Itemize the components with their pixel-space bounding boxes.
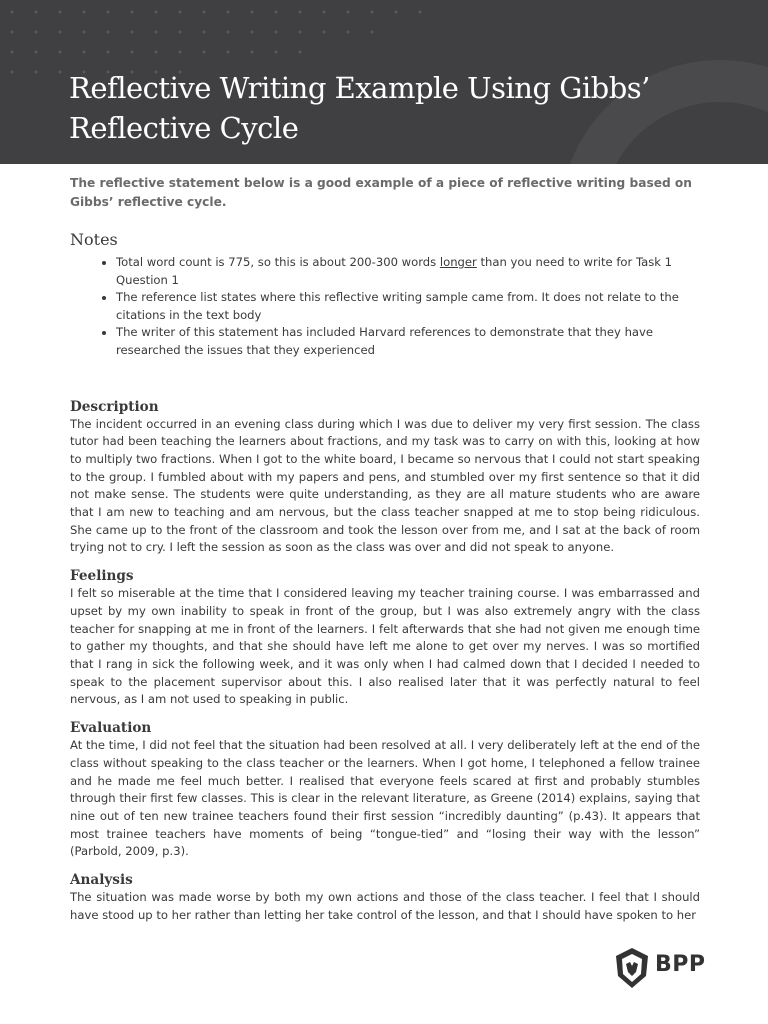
bpp-lion-logo-icon <box>612 946 652 990</box>
section-body-feelings: I felt so miserable at the time that I considered leaving my teacher training course. I was embarrassed and upset by my own inability to speak in front of the group, but I was also extremely angry with the class teacher for snapping at me in front of the learners. I felt afterwards that she had not given me enough time to gather my thoughts, and that she should have left me alone to get over my nerves. I was so mortified that I rang in sick the following week, and it was only when I had calmed down that I decided I needed to speak to the placement supervisor about this. I also realised later that it was perfectly natural to feel nervous, as I am not used to speaking in public. <box>70 586 700 707</box>
section-heading-analysis: Analysis <box>70 872 133 889</box>
notes-item-3: • The writer of this statement has included Harvard references to demonstrate that they have researched the issues that they experienced <box>116 324 700 359</box>
page-title <box>69 68 729 148</box>
page-header <box>0 0 768 164</box>
section-heading-feelings: Feelings <box>70 568 134 585</box>
title-line-1: Reflective Writing Example Using Gibbs’ <box>69 71 650 105</box>
notes-item-1-text: Total word count is 775, so this is about 200-300 words <box>116 255 440 269</box>
notes-item-1-emphasis: longer <box>439 255 477 269</box>
section-body-description: The incident occurred in an evening class during which I was due to deliver my very first session. The class tutor had been teaching the learners about fractions, and my task was to carry on with this, looking at how to multiply two fractions. When I got to the white board, I became so nervous that I could not start speaking to the group. I fumbled about with my papers and pens, and stumbled over my first sentence so that it did not make sense. The students were quite understanding, as they are all mature students who are aware that I am new to teaching and am nervous, but the class teacher snapped at me to stop being ridiculous. She came up to the front of the classroom and took the lesson over from me, and I sat at the back of room trying not to cry. I left the session as soon as the class was over and did not speak to anyone. <box>70 416 700 555</box>
title-line-2: Reflective Cycle <box>69 111 299 145</box>
section-heading-evaluation: Evaluation <box>70 720 152 737</box>
section-body-analysis: The situation was made worse by both my own actions and those of the class teacher. I feel that I should have stood up to her rather than letting her take control of the lesson, and that I should have spoken to her <box>70 890 700 922</box>
intro-paragraph: The reflective statement below is a good example of a piece of reflective writing based on Gibbs’ reflective cycle. <box>70 176 692 209</box>
notes-list <box>70 254 700 360</box>
notes-item-1 <box>116 254 700 289</box>
section-body-evaluation: At the time, I did not feel that the situation had been resolved at all. I very deliberately left at the end of the class without speaking to the class teacher or the learners. When I got home, I telephoned a fellow trainee and he made me feel much better. I realised that everyone feels scared at first and probably stumbles through their first few classes. This is clear in the relevant literature, as Greene (2014) explains, saying that nine out of ten new trainee teachers found their first session “incredibly daunting” (p.43). It appears that most trainee teachers have moments of being “tongue-tied” and “losing their way with the lesson” (Parbold, 2009, p.3). <box>70 738 700 859</box>
notes-item-1-text-end: than you need to write for Task 1 Question 1 <box>116 255 673 287</box>
notes-heading: Notes <box>70 230 118 249</box>
bpp-logo-text: BPP <box>655 952 706 977</box>
document-body <box>70 174 700 924</box>
section-heading-description: Description <box>70 398 159 415</box>
notes-item-2: • The reference list states where this reflective writing sample came from. It does not relate to the citations in the text body <box>116 289 700 324</box>
